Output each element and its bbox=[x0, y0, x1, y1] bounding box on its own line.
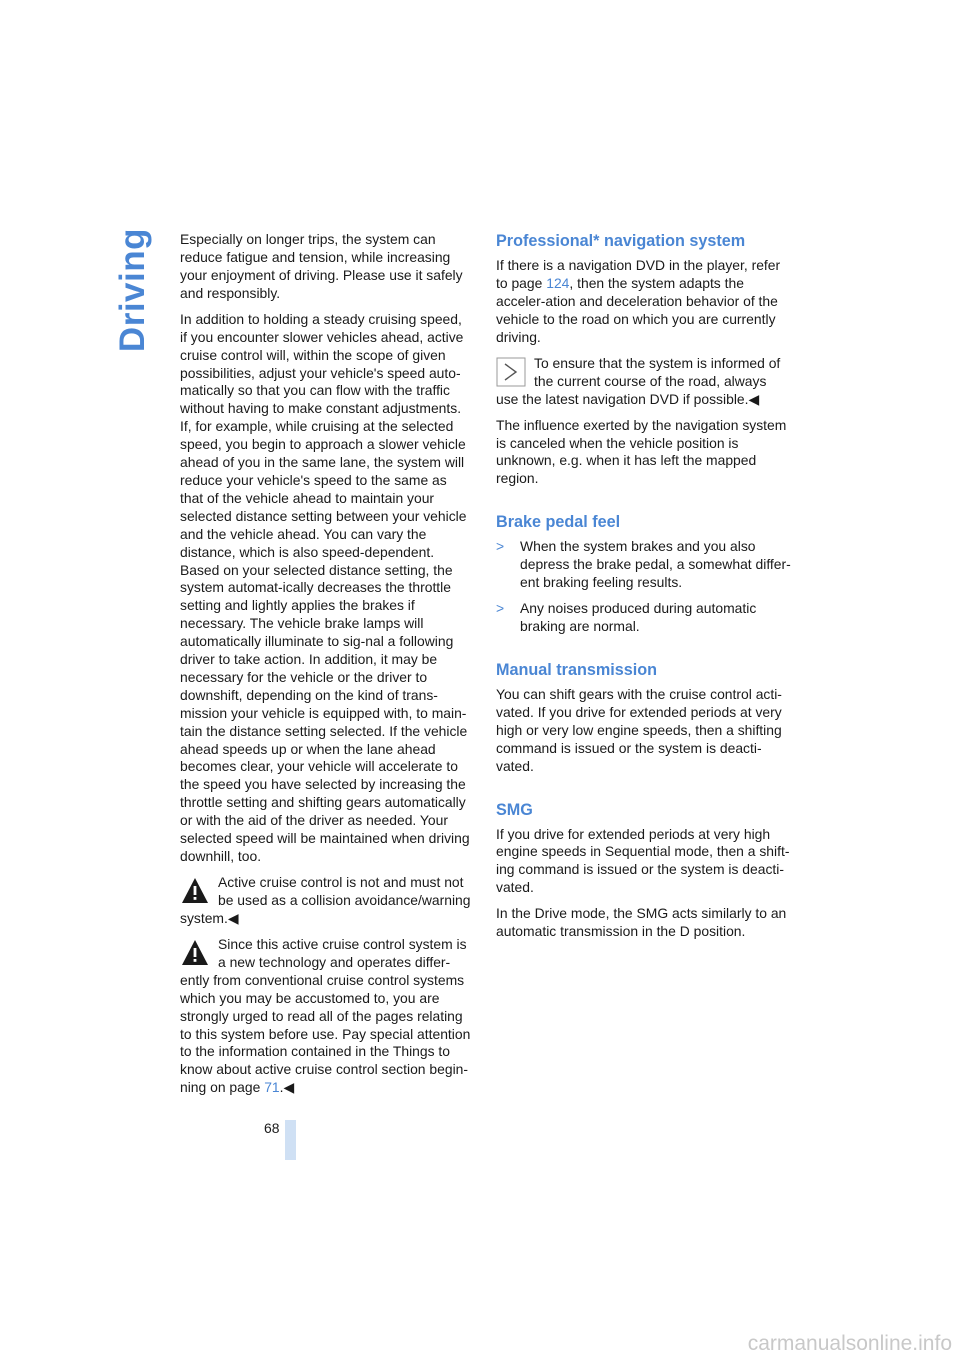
note-text: To ensure that the system is informed of the current course of the road, always use the latest navigation DVD if possible. bbox=[496, 354, 781, 407]
section-heading: Brake pedal feel bbox=[496, 513, 621, 532]
section-heading: Professional* navigation system bbox=[496, 232, 746, 250]
section-heading: Manual transmission bbox=[496, 660, 658, 679]
paragraph bbox=[496, 257, 791, 347]
page-link[interactable]: 124 bbox=[546, 274, 570, 291]
info-note bbox=[496, 355, 791, 409]
paragraph: If you drive for extended periods at very high engine speeds in Sequential mode, then a shift-ing command is issued or the system is deacti-vated. bbox=[496, 825, 790, 896]
end-mark: ◀ bbox=[283, 1079, 295, 1096]
bullet-list bbox=[496, 538, 791, 636]
chapter-title: Driving bbox=[113, 228, 152, 353]
page-marker-bar bbox=[285, 1120, 296, 1160]
end-mark: ◀ bbox=[227, 909, 239, 926]
paragraph: Especially on longer trips, the system can reduce fatigue and tension, while increasing your enjoyment of driving. Please use it safely and responsibly. bbox=[180, 231, 463, 301]
left-column bbox=[180, 231, 472, 1105]
warning-text: Since this active cruise control system is a new technology and operates differ-ently from conventional cruise control systems which you may be accustomed to, you are strongly urged to read all of the pages relating to this system before use. Pay special attention to the information contained in the Things to know about active cruise control section begin-ning on page bbox=[180, 936, 471, 1096]
paragraph: You can shift gears with the cruise control acti-vated. If you drive for extended periods at very high or very low engine speeds, then a shifting command is issued or the system is deacti-vated. bbox=[496, 685, 782, 774]
list-item-text: When the system brakes and you also depress the brake pedal, a somewhat differ-ent braking feeling results. bbox=[520, 538, 791, 591]
info-arrow-icon bbox=[496, 357, 526, 387]
paragraph-text: If there is a navigation DVD in the player, refer to page bbox=[496, 257, 781, 291]
section-heading: SMG bbox=[496, 800, 533, 819]
list-item-text: Any noises produced during automatic braking are normal. bbox=[520, 600, 757, 635]
bullet-marker: > bbox=[496, 538, 505, 555]
warning-text: Active cruise control is not and must not be used as a collision avoidance/warning system. bbox=[180, 874, 471, 926]
list-item bbox=[496, 600, 791, 636]
period: . bbox=[279, 1079, 284, 1096]
list-item bbox=[496, 538, 791, 592]
warning-note bbox=[180, 874, 472, 928]
warning-triangle-icon bbox=[180, 938, 210, 968]
warning-triangle-icon bbox=[180, 876, 210, 906]
bullet-marker: > bbox=[496, 600, 505, 617]
paragraph: The influence exerted by the navigation system is canceled when the vehicle position is unknown, e.g. when it has left the mapped region. bbox=[496, 416, 787, 487]
warning-note bbox=[180, 936, 472, 1097]
right-column bbox=[496, 231, 791, 949]
page-link[interactable]: 71 bbox=[264, 1079, 280, 1096]
paragraph: In addition to holding a steady cruising speed, if you encounter slower vehicles ahead, active cruise control will, within the scope of given possibilities, adjust your vehicle's speed auto-matically so that you can flow with the traffic without having to make constant adjustments. If, for example, while cruising at the selected speed, you begin to approach a slower vehicle ahead of you in the same lane, the system will reduce your vehicle's speed to the same as that of the vehicle ahead to maintain your selected distance setting between your vehicle and the vehicle ahead. You can vary the distance, which is also speed-dependent. Based on your selected distance setting, the system automat-ically decreases the throttle setting and lightly applies the brakes if necessary. The vehicle brake lamps will automatically illuminate to sig-nal a following driver to take action. In addition, it may be necessary for the vehicle or the driver to downshift, depending on the kind of trans-mission your vehicle is equipped with, to main-tain the distance setting selected. If the vehicle ahead speeds up or when the lane ahead becomes clear, your vehicle will accelerate to the speed you have selected by increasing the throttle setting and shifting gears automatically or with the aid of the driver as needed. Your selected speed will be maintained when driving downhill, too. bbox=[180, 310, 470, 864]
paragraph-text: , then the system adapts the acceler-ation and deceleration behavior of the vehicle to the road on which you are currently driving. bbox=[496, 274, 778, 345]
page-number: 68 bbox=[264, 1120, 280, 1136]
end-mark: ◀ bbox=[748, 390, 760, 407]
watermark: carmanualsonline.info bbox=[747, 1332, 952, 1355]
paragraph: In the Drive mode, the SMG acts similarly to an automatic transmission in the D position. bbox=[496, 905, 787, 940]
